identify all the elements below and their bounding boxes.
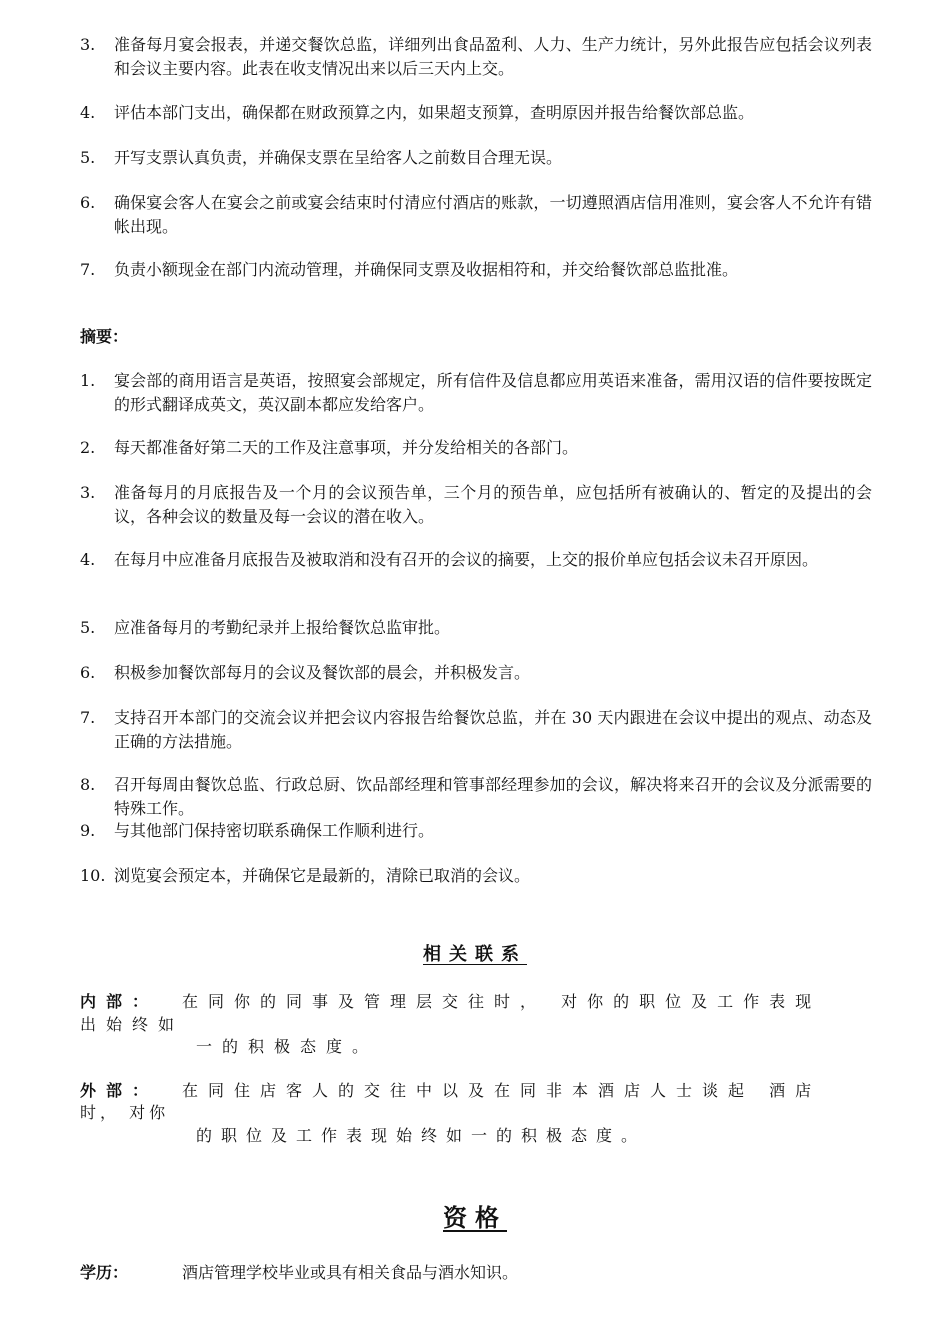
- list-item: [80, 773, 872, 821]
- list-number: 8.: [80, 775, 96, 794]
- list-text: 确保宴会客人在宴会之前或宴会结束时付清应付酒店的账款，一切遵照酒店信用准则，宴会客人不允许有错帐出现。: [114, 193, 872, 236]
- external-text-line1: 在同住店客人的交往中以及在同非本酒店人士谈起 酒店: [182, 1081, 822, 1100]
- list-text: 准备每月的月底报告及一个月的会议预告单，三个月的预告单，应包括所有被确认的、暂定的及提出的会议，各种会议的数量及每一会议的潜在收入。: [114, 483, 872, 526]
- list-item: [80, 101, 872, 125]
- qualifications-heading: 资格: [443, 1203, 507, 1232]
- summary-heading: 摘要：: [80, 327, 129, 346]
- list-item: [80, 706, 872, 754]
- internal-text-line1: 在同你的同事及管理层交往时， 对你的职位及工作表现: [182, 992, 822, 1011]
- list-item: [80, 864, 872, 888]
- list-number: 3.: [80, 483, 96, 502]
- section-heading: [0, 1203, 950, 1233]
- list-item: [80, 548, 872, 572]
- list-number: 4.: [80, 103, 96, 122]
- list-number: 7.: [80, 708, 96, 727]
- relations-heading: 相关联系: [423, 944, 527, 965]
- list-item: [80, 146, 872, 170]
- list-item: [80, 436, 872, 460]
- list-item: [80, 258, 872, 282]
- education-text: 酒店管理学校毕业或具有相关食品与酒水知识。: [182, 1263, 519, 1282]
- list-number: 4.: [80, 550, 96, 569]
- list-number: 5.: [80, 618, 96, 637]
- list-text: 与其他部门保持密切联系确保工作顺利进行。: [114, 821, 435, 840]
- list-item: [80, 481, 872, 529]
- external-text-line3: 的职位及工作表现始终如一的积极态度。: [196, 1126, 647, 1145]
- external-text-line2: 时， 对你: [80, 1103, 170, 1122]
- list-text: 宴会部的商用语言是英语，按照宴会部规定，所有信件及信息都应用英语来准备，需用汉语的信件要按既定的形式翻译成英文，英汉副本都应发给客户。: [114, 371, 872, 414]
- list-item: [80, 191, 872, 239]
- list-number: 5.: [80, 148, 96, 167]
- internal-text-line3: 一的积极态度。: [196, 1037, 379, 1056]
- list-text: 开写支票认真负责，并确保支票在呈给客人之前数目合理无误。: [114, 148, 563, 167]
- list-number: 6.: [80, 193, 96, 212]
- list-text: 浏览宴会预定本，并确保它是最新的，清除已取消的会议。: [114, 866, 531, 885]
- list-text: 负责小额现金在部门内流动管理，并确保同支票及收据相符和，并交给餐饮部总监批准。: [114, 260, 739, 279]
- list-text: 准备每月宴会报表，并递交餐饮总监，详细列出食品盈利、人力、生产力统计，另外此报告应包括会议列表和会议主要内容。此表在收支情况出来以后三天内上交。: [114, 35, 872, 78]
- list-text: 召开每周由餐饮总监、行政总厨、饮品部经理和管事部经理参加的会议，解决将来召开的会议及分派需要的特殊工作。: [114, 775, 872, 818]
- list-item: [80, 819, 872, 843]
- list-item: [80, 369, 872, 417]
- internal-text-line2: 出始终如: [80, 1015, 185, 1034]
- list-number: 1.: [80, 371, 96, 390]
- list-item: [80, 661, 872, 685]
- list-text: 支持召开本部门的交流会议并把会议内容报告给餐饮总监，并在 30 天内跟进在会议中提出的观点、动态及正确的方法措施。: [114, 708, 872, 751]
- list-text: 每天都准备好第二天的工作及注意事项，并分发给相关的各部门。: [114, 438, 579, 457]
- list-number: 10.: [80, 866, 106, 885]
- internal-label: 内部：: [80, 992, 159, 1011]
- list-text: 应准备每月的考勤纪录并上报给餐饮总监审批。: [114, 618, 451, 637]
- list-item: [80, 33, 872, 81]
- list-item: [80, 616, 872, 640]
- list-text: 在每月中应准备月底报告及被取消和没有召开的会议的摘要，上交的报价单应包括会议未召开原因。: [114, 550, 819, 569]
- education-label: 学历：: [80, 1263, 129, 1282]
- list-number: 3.: [80, 35, 96, 54]
- list-number: 9.: [80, 821, 96, 840]
- section-heading: [0, 942, 950, 968]
- list-text: 评估本部门支出，确保都在财政预算之内，如果超支预算，查明原因并报告给餐饮部总监。: [114, 103, 755, 122]
- external-label: 外部：: [80, 1081, 159, 1100]
- list-number: 2.: [80, 438, 96, 457]
- list-number: 6.: [80, 663, 96, 682]
- list-text: 积极参加餐饮部每月的会议及餐饮部的晨会，并积极发言。: [114, 663, 531, 682]
- list-number: 7.: [80, 260, 96, 279]
